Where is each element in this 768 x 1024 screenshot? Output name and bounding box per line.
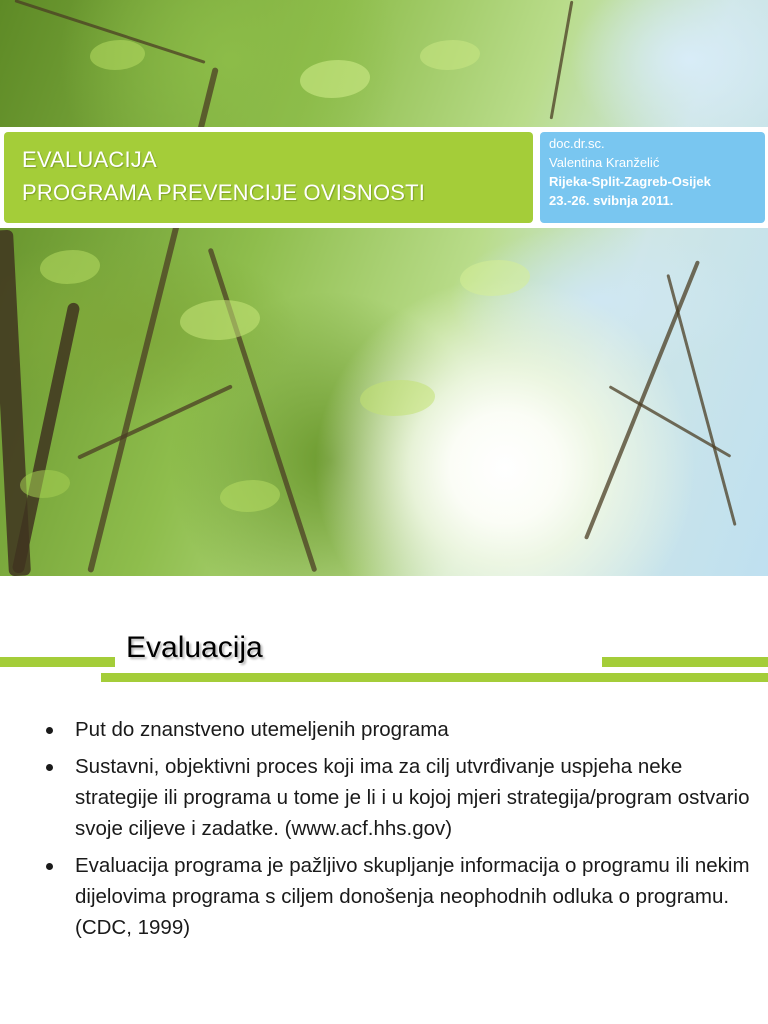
title-line-2: PROGRAMA PREVENCIJE OVISNOSTI xyxy=(22,180,426,205)
bullet-icon xyxy=(46,727,53,734)
author-name: Valentina Kranželić xyxy=(549,155,660,170)
content-slide xyxy=(0,576,768,1024)
list-item xyxy=(44,714,754,745)
author-title: doc.dr.sc. xyxy=(549,136,605,151)
list-item xyxy=(44,850,754,943)
bullet-list xyxy=(44,714,754,949)
accent-bar-right xyxy=(602,657,768,667)
heading-underline xyxy=(101,673,768,682)
event-dates: 23.-26. svibnja 2011. xyxy=(549,193,674,208)
list-item xyxy=(44,751,754,844)
bullet-icon xyxy=(46,764,53,771)
event-locations: Rijeka-Split-Zagreb-Osijek xyxy=(549,174,711,189)
title-box xyxy=(4,132,533,223)
bullet-text: Sustavni, objektivni proces koji ima za cilj utvrđivanje uspjeha neke strategije ili programa u tome je li i u kojoj mjeri strategija/program ostvario svoje ciljeve i zadatke. (www.acf.hhs.gov) xyxy=(75,755,750,840)
title-line-1: EVALUACIJA xyxy=(22,147,157,172)
bullet-icon xyxy=(46,863,53,870)
accent-bar-left xyxy=(0,657,115,667)
slide-heading: Evaluacija xyxy=(126,631,263,664)
bullet-text: Evaluacija programa je pažljivo skupljanje informacija o programu ili nekim dijelovima programa s ciljem donošenja neophodnih odluka o programu. (CDC, 1999) xyxy=(75,854,750,939)
author-info-box xyxy=(540,132,765,223)
bullet-text: Put do znanstveno utemeljenih programa xyxy=(75,718,449,741)
